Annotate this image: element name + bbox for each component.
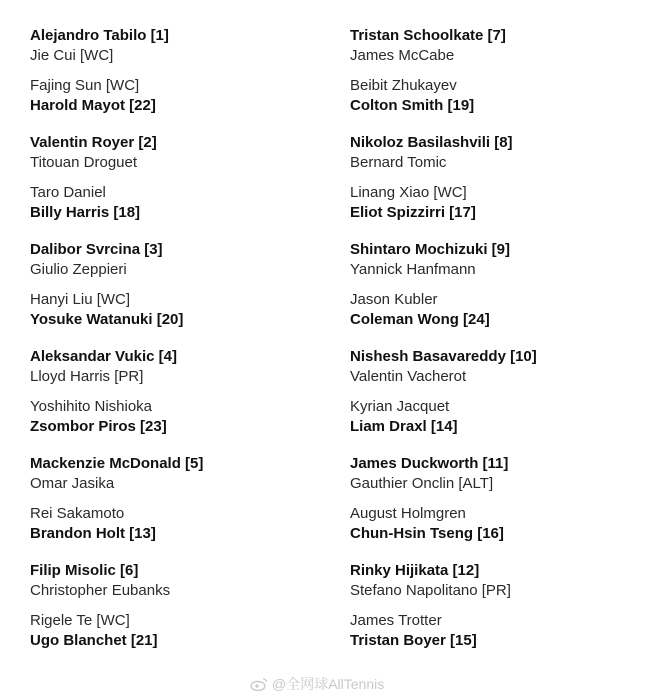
seeded-player: Mackenzie McDonald [5]	[30, 455, 204, 472]
opponent-player: Taro Daniel	[30, 184, 106, 201]
match-pair	[30, 504, 330, 554]
opponent-player: James Trotter	[350, 612, 442, 629]
match-pair	[350, 133, 650, 183]
opponent-player: Yoshihito Nishioka	[30, 398, 153, 415]
seeded-player: Brandon Holt [13]	[30, 525, 156, 542]
opponent-player: Lloyd Harris [PR]	[30, 368, 144, 385]
seeded-player: Yosuke Watanuki [20]	[30, 311, 184, 328]
match-pair	[30, 133, 330, 183]
opponent-player: Kyrian Jacquet	[350, 398, 450, 415]
opponent-player: Stefano Napolitano [PR]	[350, 582, 511, 599]
draw-section	[30, 561, 330, 668]
seeded-player: Alejandro Tabilo [1]	[30, 27, 169, 44]
draw-section	[350, 26, 650, 133]
match-pair	[350, 290, 650, 340]
draw-section	[350, 133, 650, 240]
watermark-text: @全网球AllTennis	[272, 676, 385, 692]
seeded-player: James Duckworth [11]	[350, 455, 509, 472]
opponent-player: Beibit Zhukayev	[350, 77, 457, 94]
match-pair	[350, 240, 650, 290]
draw-section	[350, 561, 650, 668]
match-pair	[30, 561, 330, 611]
left-draw-column	[30, 26, 330, 668]
opponent-player: James McCabe	[350, 47, 455, 64]
opponent-player: Jason Kubler	[350, 291, 438, 308]
draw-section	[30, 454, 330, 561]
match-pair	[350, 347, 650, 397]
draw-section	[350, 347, 650, 454]
match-pair	[350, 183, 650, 233]
seeded-player: Filip Misolic [6]	[30, 562, 139, 579]
match-pair	[30, 240, 330, 290]
match-pair	[30, 26, 330, 76]
seeded-player: Harold Mayot [22]	[30, 97, 156, 114]
match-pair	[350, 454, 650, 504]
opponent-player: Rigele Te [WC]	[30, 612, 130, 629]
seeded-player: Ugo Blanchet [21]	[30, 632, 158, 649]
opponent-player: Fajing Sun [WC]	[30, 77, 140, 94]
draw-section	[30, 133, 330, 240]
opponent-player: Valentin Vacherot	[350, 368, 467, 385]
seeded-player: Nishesh Basavareddy [10]	[350, 348, 537, 365]
match-pair	[350, 561, 650, 611]
match-pair	[350, 504, 650, 554]
seeded-player: Tristan Boyer [15]	[350, 632, 477, 649]
seeded-player: Billy Harris [18]	[30, 204, 141, 221]
opponent-player: Omar Jasika	[30, 475, 115, 492]
opponent-player: Titouan Droguet	[30, 154, 138, 171]
seeded-player: Chun-Hsin Tseng [16]	[350, 525, 504, 542]
match-pair	[350, 76, 650, 126]
opponent-player: Christopher Eubanks	[30, 582, 171, 599]
seeded-player: Shintaro Mochizuki [9]	[350, 241, 511, 258]
opponent-player: Hanyi Liu [WC]	[30, 291, 131, 308]
opponent-player: August Holmgren	[350, 505, 466, 522]
seeded-player: Dalibor Svrcina [3]	[30, 241, 163, 258]
draw-section	[30, 240, 330, 347]
match-pair	[30, 397, 330, 447]
match-pair	[350, 397, 650, 447]
seeded-player: Eliot Spizzirri [17]	[350, 204, 476, 221]
draw-section	[30, 26, 330, 133]
opponent-player: Jie Cui [WC]	[30, 47, 114, 64]
opponent-player: Rei Sakamoto	[30, 505, 125, 522]
match-pair	[30, 76, 330, 126]
opponent-player: Gauthier Onclin [ALT]	[350, 475, 494, 492]
match-pair	[30, 290, 330, 340]
match-pair	[350, 26, 650, 76]
match-pair	[30, 454, 330, 504]
draw-section	[350, 240, 650, 347]
match-pair	[30, 347, 330, 397]
seeded-player: Zsombor Piros [23]	[30, 418, 167, 435]
right-draw-column	[350, 26, 650, 668]
match-pair	[30, 183, 330, 233]
seeded-player: Coleman Wong [24]	[350, 311, 490, 328]
seeded-player: Tristan Schoolkate [7]	[350, 27, 506, 44]
opponent-player: Yannick Hanfmann	[350, 261, 476, 278]
seeded-player: Aleksandar Vukic [4]	[30, 348, 178, 365]
seeded-player: Rinky Hijikata [12]	[350, 562, 480, 579]
opponent-player: Bernard Tomic	[350, 154, 447, 171]
weibo-icon	[250, 677, 268, 691]
watermark	[250, 674, 384, 694]
match-pair	[350, 611, 650, 661]
draw-section	[30, 347, 330, 454]
seeded-player: Colton Smith [19]	[350, 97, 475, 114]
draw-section	[350, 454, 650, 561]
seeded-player: Valentin Royer [2]	[30, 134, 157, 151]
opponent-player: Linang Xiao [WC]	[350, 184, 467, 201]
match-pair	[30, 611, 330, 661]
seeded-player: Nikoloz Basilashvili [8]	[350, 134, 513, 151]
seeded-player: Liam Draxl [14]	[350, 418, 458, 435]
opponent-player: Giulio Zeppieri	[30, 261, 127, 278]
